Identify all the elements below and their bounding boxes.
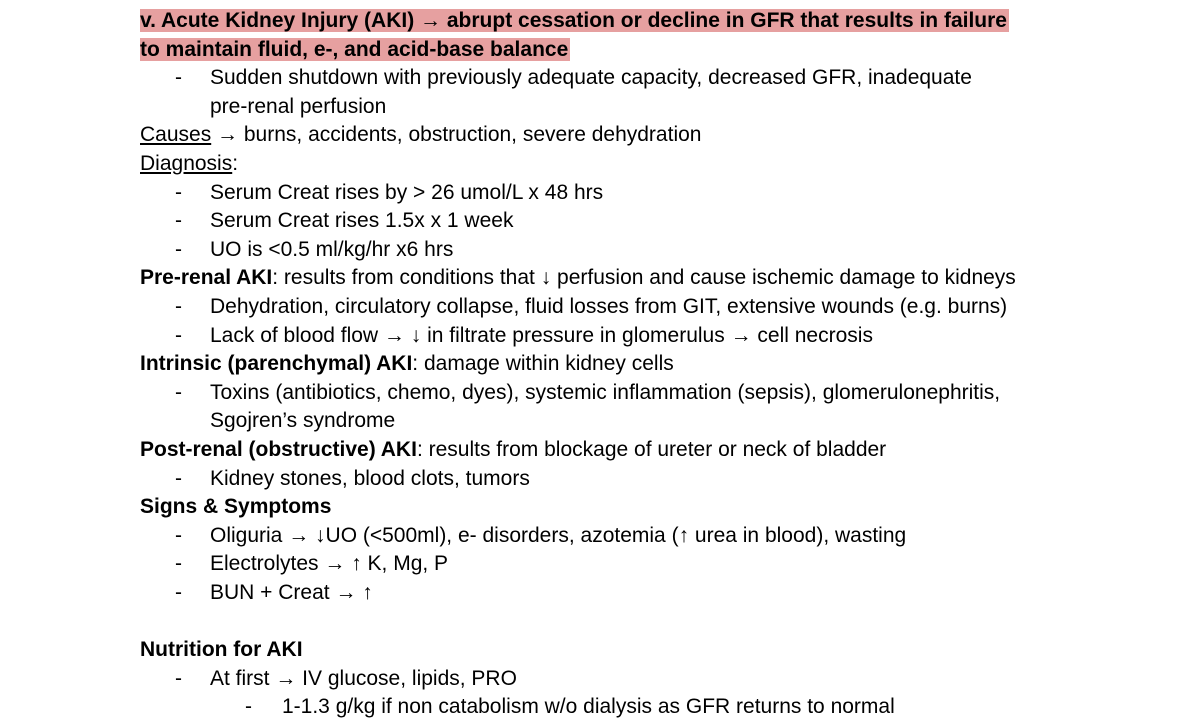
bullet-marker: - bbox=[175, 666, 182, 690]
nutrition-label: Nutrition for AKI bbox=[140, 638, 303, 662]
pre-renal-text: : results from conditions that ↓ perfusion and cause ischemic damage to kidneys bbox=[272, 266, 1016, 290]
intrinsic-line bbox=[140, 350, 1190, 379]
nutrition-item: At first → IV glucose, lipids, PRO bbox=[210, 666, 517, 690]
causes-text: → burns, accidents, obstruction, severe dehydration bbox=[211, 123, 702, 147]
list-item bbox=[140, 465, 1190, 494]
post-renal-item-1: Kidney stones, blood clots, tumors bbox=[210, 466, 530, 490]
blank-line bbox=[140, 607, 1190, 636]
list-item bbox=[140, 207, 1190, 236]
diagnosis-label: Diagnosis bbox=[140, 151, 233, 175]
signs-item-2: Electrolytes → ↑ K, Mg, P bbox=[210, 552, 449, 576]
diagnosis-item-3: UO is <0.5 ml/kg/hr x6 hrs bbox=[210, 237, 454, 261]
bullet-marker: - bbox=[175, 294, 182, 318]
bullet-marker: - bbox=[175, 323, 182, 347]
list-item bbox=[140, 179, 1190, 208]
list-item bbox=[140, 236, 1190, 265]
pre-renal-line bbox=[140, 264, 1190, 293]
heading-line-2 bbox=[140, 36, 1190, 65]
bullet-marker: - bbox=[175, 180, 182, 204]
nutrition-subitem: 1-1.3 g/kg if non catabolism w/o dialysis as GFR returns to normal bbox=[282, 695, 895, 719]
bullet-marker: - bbox=[175, 523, 182, 547]
bullet-marker: - bbox=[175, 552, 182, 576]
heading-line-1 bbox=[140, 7, 1190, 36]
post-renal-text: : results from blockage of ureter or neck of bladder bbox=[416, 437, 887, 461]
list-item bbox=[140, 379, 1190, 408]
signs-line bbox=[140, 493, 1190, 522]
heading-text-1: v. Acute Kidney Injury (AKI) → abrupt cessation or decline in GFR that results in failure bbox=[140, 9, 1007, 32]
intro-bullet-line-2 bbox=[140, 93, 1190, 122]
list-item bbox=[140, 550, 1190, 579]
nutrition-line bbox=[140, 636, 1190, 665]
intro-bullet-text-2: pre-renal perfusion bbox=[210, 94, 387, 118]
diagnosis-suffix: : bbox=[232, 151, 239, 175]
causes-label: Causes bbox=[140, 123, 212, 147]
bullet-marker: - bbox=[175, 66, 182, 90]
bullet-marker: - bbox=[175, 209, 182, 233]
pre-renal-label: Pre-renal AKI bbox=[140, 266, 273, 290]
document-body bbox=[140, 7, 1190, 722]
sub-list-item bbox=[140, 693, 1190, 722]
pre-renal-item-2: Lack of blood flow → ↓ in filtrate pressure in glomerulus → cell necrosis bbox=[210, 323, 873, 347]
list-item-continuation bbox=[140, 407, 1190, 436]
post-renal-line bbox=[140, 436, 1190, 465]
intrinsic-text: : damage within kidney cells bbox=[412, 352, 674, 376]
list-item bbox=[140, 579, 1190, 608]
list-item bbox=[140, 665, 1190, 694]
intro-bullet-line-1 bbox=[140, 64, 1190, 93]
signs-label: Signs & Symptoms bbox=[140, 495, 332, 519]
signs-item-1: Oliguria → ↓UO (<500ml), e- disorders, azotemia (↑ urea in blood), wasting bbox=[210, 523, 907, 547]
intrinsic-item-line-2: Sgojren’s syndrome bbox=[210, 409, 396, 433]
bullet-marker: - bbox=[175, 580, 182, 604]
intrinsic-item-line-1: Toxins (antibiotics, chemo, dyes), systemic inflammation (sepsis), glomerulonephritis, bbox=[210, 380, 1001, 404]
pre-renal-item-1: Dehydration, circulatory collapse, fluid losses from GIT, extensive wounds (e.g. burns) bbox=[210, 294, 1008, 318]
diagnosis-item-2: Serum Creat rises 1.5x x 1 week bbox=[210, 209, 514, 233]
diagnosis-line bbox=[140, 150, 1190, 179]
list-item bbox=[140, 293, 1190, 322]
heading-text-2: to maintain fluid, e-, and acid-base balance bbox=[140, 37, 569, 61]
bullet-marker: - bbox=[175, 380, 182, 404]
list-item bbox=[140, 522, 1190, 551]
bullet-marker: - bbox=[175, 466, 182, 490]
intrinsic-label: Intrinsic (parenchymal) AKI bbox=[140, 352, 413, 376]
signs-item-3: BUN + Creat → ↑ bbox=[210, 580, 373, 604]
intro-bullet-text-1: Sudden shutdown with previously adequate capacity, decreased GFR, inadequate bbox=[210, 66, 972, 90]
bullet-marker: - bbox=[245, 695, 252, 719]
list-item bbox=[140, 322, 1190, 351]
bullet-marker: - bbox=[175, 237, 182, 261]
post-renal-label: Post-renal (obstructive) AKI bbox=[140, 437, 417, 461]
diagnosis-item-1: Serum Creat rises by > 26 umol/L x 48 hrs bbox=[210, 180, 604, 204]
causes-line bbox=[140, 121, 1190, 150]
